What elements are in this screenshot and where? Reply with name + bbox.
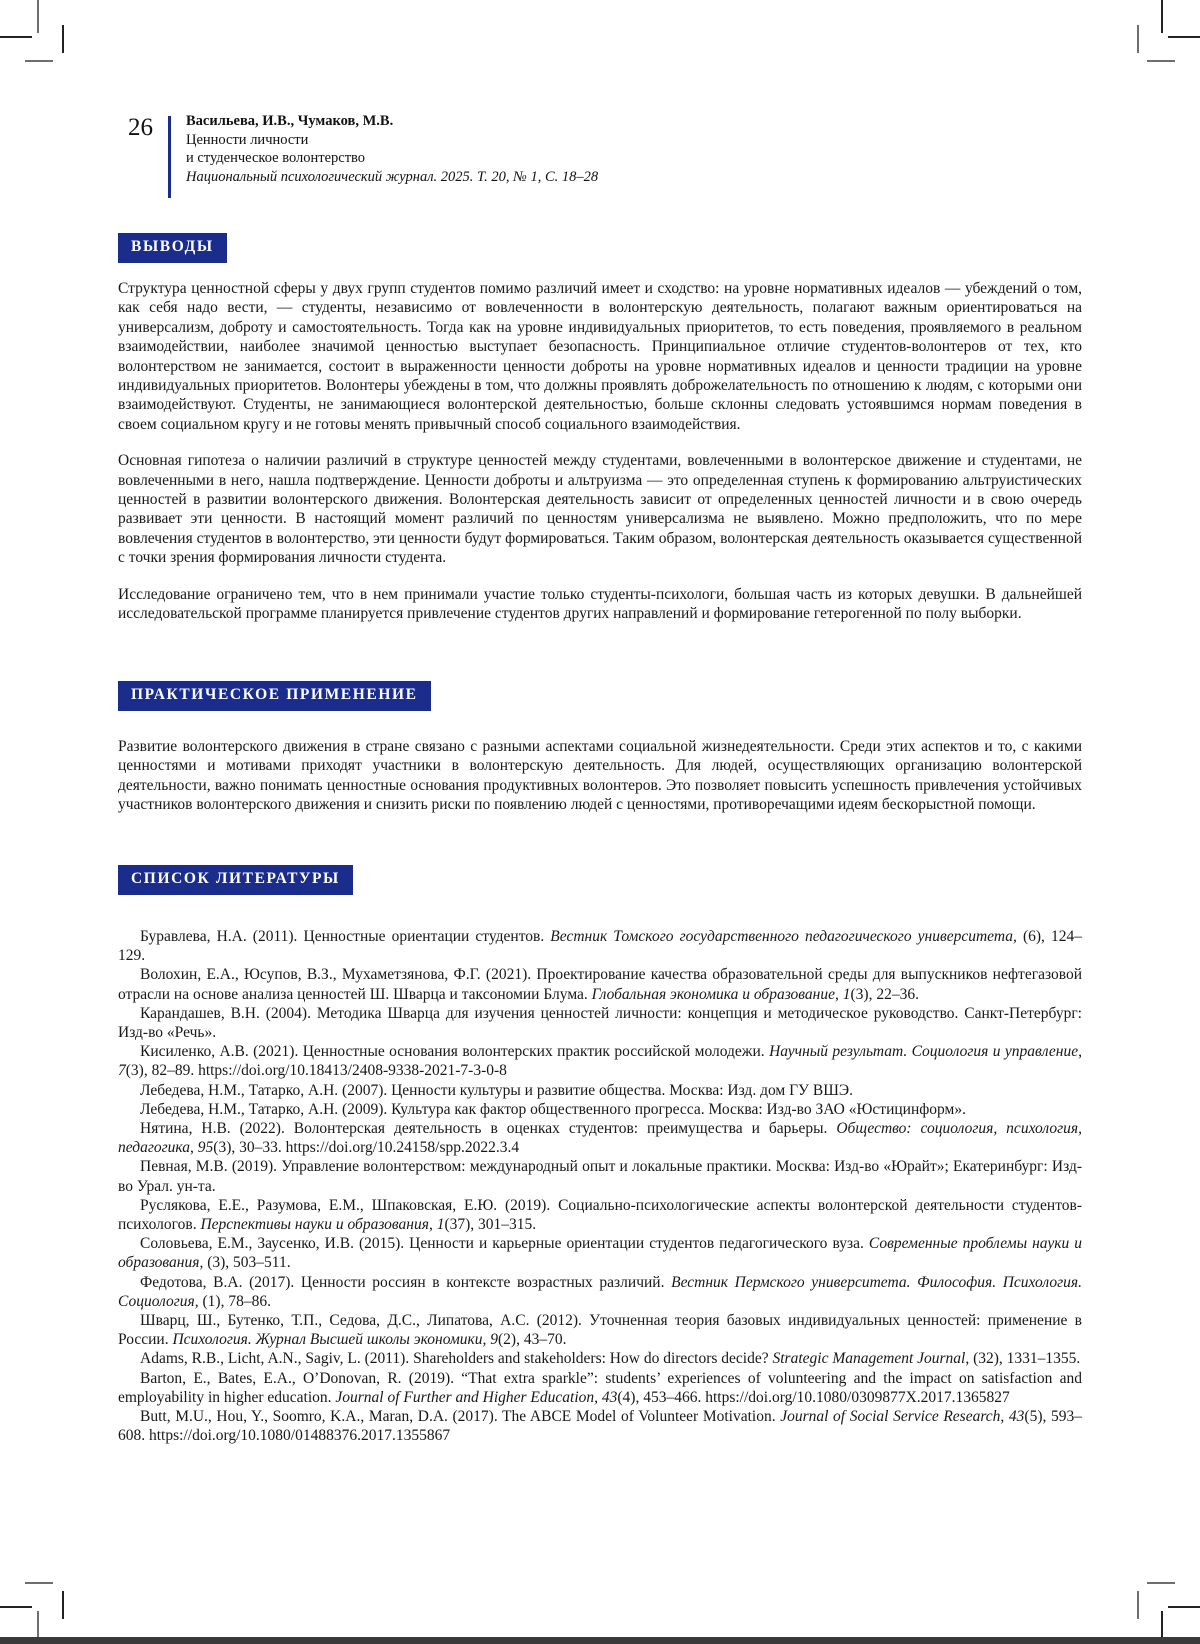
reference-item: Adams, R.B., Licht, A.N., Sagiv, L. (2011). Shareholders and stakeholders: How do directors decide? Strategic Management Journal, (32), 1331–1355. <box>140 1350 1081 1368</box>
practical-text <box>118 737 1082 832</box>
reference-item: Руслякова, Е.Е., Разумова, Е.М., Шпаковская, Е.Ю. (2019). Социально-психологические аспекты волонтерской деятельности студентов-психологов. Перспективы науки и образования, 1(37), 301–315. <box>118 1196 1082 1234</box>
reference-item: Butt, M.U., Hou, Y., Soomro, K.A., Maran, D.A. (2017). The ABCE Model of Volunteer Motivation. Journal of Social Service Research, 43(5), 593–608. https://doi.org/10.1080/01488376.2017.1355867 <box>118 1408 1082 1445</box>
reference-item: Лебедева, Н.М., Татарко, А.Н. (2009). Культура как фактор общественного прогресса. Москва: Изд-во ЗАО «Юстицинформ». <box>140 1100 966 1118</box>
section-heading-conclusions: ВЫВОДЫ <box>118 233 227 263</box>
crop-mark <box>25 1582 53 1584</box>
running-head <box>128 112 598 198</box>
crop-mark <box>0 1606 32 1608</box>
paragraph: Исследование ограничено тем, что в нем принимали участие только студенты-психологи, большая часть из которых девушки. В дальнейшей исследовательской программе планируется привлечение студентов других направлений и формирование гетерогенной по полу выборки. <box>118 585 1082 623</box>
crop-mark <box>1137 1591 1139 1619</box>
crop-mark <box>62 1591 64 1619</box>
paragraph: Развитие волонтерского движения в стране связано с разными аспектами социальной жизнедеятельности. Среди этих аспектов и то, с какими ценностями и мотивами приходят участники в волонтерскую деятельность. Для людей, осуществляющих организацию волонтерской деятельности, важно понимать ценностные основания продуктивных волонтеров. Это позволяет повысить успешность привлечения устойчивых участников волонтерского движения и снизить риски по появлению людей с ценностями, противоречащими идеям бескорыстной помощи. <box>118 738 1082 814</box>
paragraph: Структура ценностной сферы у двух групп студентов помимо различий имеет и сходство: на уровне нормативных идеалов — убеждений о том, как себя надо вести, — студенты, независимо от вовлеченности в волонтерскую деятельность, полагают важным ориентироваться на универсализм, доброту и самостоятельность. Тогда как на уровне индивидуальных приоритетов, то есть поведения, проявляемого в реальном взаимодействии, наиболее значимой ценностью выступает безопасность. Принципиальное отличие студентов-волонтеров от тех, кто волонтерством не занимается, состоит в выраженности ценности доброты на уровне нормативных идеалов и ценности традиции на уровне индивидуальных приоритетов. Волонтеры убеждены в том, что должны проявлять доброжелательность по отношению к людям, с которыми они взаимодействуют. Студенты, не занимающиеся волонтерской деятельностью, больше склонны следовать устоявшимся нормам поведения в своем социальном кругу и не готовы менять привычный способ социального взаимодействия. <box>118 280 1082 433</box>
article-authors: Васильева, И.В., Чумаков, М.В. <box>186 113 394 129</box>
reference-item: Карандашев, В.Н. (2004). Методика Шварца для изучения ценностей личности: концепция и методическое руководство. Санкт-Петербург: Изд-во «Речь». <box>118 1004 1082 1042</box>
crop-mark <box>1161 0 1163 33</box>
page-edge-bar <box>0 1637 1200 1644</box>
reference-item: Лебедева, Н.М., Татарко, А.Н. (2007). Ценности культуры и развитие общества. Москва: Изд. дом ГУ ВШЭ. <box>140 1081 853 1099</box>
article-title-line2: и студенческое волонтерство <box>186 150 366 166</box>
crop-mark <box>62 25 64 53</box>
reference-item: Кисиленко, А.В. (2021). Ценностные основания волонтерских практик российской молодежи. Научный результат. Социология и управление, 7(3), 82–89. https://doi.org/10.18413/2408-9338-2021-7-3-0-8 <box>118 1043 1082 1080</box>
reference-list <box>118 927 1082 1445</box>
reference-item: Буравлева, Н.А. (2011). Ценностные ориентации студентов. Вестник Томского государственного педагогического университета, (6), 124–129. <box>118 928 1082 965</box>
journal-citation: Национальный психологический журнал. 2025. Т. 20, № 1, С. 18–28 <box>186 168 599 185</box>
crop-mark <box>37 0 39 33</box>
reference-item: Певная, М.В. (2019). Управление волонтерством: международный опыт и локальные практики. Москва: Изд-во «Юрайт»; Екатеринбург: Изд-во Урал. ун-та. <box>118 1158 1082 1195</box>
crop-mark <box>1168 36 1200 38</box>
header-divider <box>168 116 171 198</box>
reference-item: Шварц, Ш., Бутенко, Т.П., Седова, Д.С., Липатова, А.С. (2012). Уточненная теория базовых индивидуальных ценностей: применение в России. Психология. Журнал Высшей школы экономики, 9(2), 43–70. <box>118 1312 1082 1349</box>
article-meta <box>186 112 598 186</box>
reference-item: Соловьева, Е.М., Заусенко, И.В. (2015). Ценности и карьерные ориентации студентов педагогического вуза. Современные проблемы науки и образования, (3), 503–511. <box>118 1235 1082 1272</box>
reference-item: Barton, E., Bates, E.A., O’Donovan, R. (2019). “That extra sparkle”: students’ experiences of volunteering and the impact on satisfaction and employability in higher education. Journal of Further and Higher Education, 43(4), 453–466. https://doi.org/10.1080/0309877X.2017.1365827 <box>118 1369 1082 1406</box>
paragraph: Основная гипотеза о наличии различий в структуре ценностей между студентами, вовлеченными в волонтерское движение и студентами, не вовлеченными в него, нашла подтверждение. Ценности доброты и альтруизма — это определенная ступень к формированию альтруистических ценностей в развитии волонтерского движения. Волонтерская деятельность зависит от определенных ценностей личности и в свою очередь развивает эти ценности. В настоящий момент различий по ценностям универсализма не выявлено. Можно предположить, что по мере вовлечения студентов в волонтерство, эти ценности будут формироваться. Таким образом, волонтерская деятельность оказывается существенной с точки зрения формирования личности студента. <box>118 452 1082 567</box>
article-title-line1: Ценности личности <box>186 131 309 148</box>
crop-mark <box>1147 1582 1175 1584</box>
section-heading-practical: ПРАКТИЧЕСКОЕ ПРИМЕНЕНИЕ <box>118 681 431 711</box>
reference-item: Волохин, Е.А., Юсупов, В.З., Мухаметзянова, Ф.Г. (2021). Проектирование качества образовательной среды для выпускников нефтегазовой отрасли на основе анализа ценностей Ш. Шварца и таксономии Блума. Глобальная экономика и образование, 1(3), 22–36. <box>118 966 1082 1003</box>
crop-mark <box>0 36 32 38</box>
conclusions-text <box>118 279 1082 641</box>
reference-item: Нятина, Н.В. (2022). Волонтерская деятельность в оценках студентов: преимущества и барьеры. Общество: социология, психология, педагогика, 95(3), 30–33. https://doi.org/10.24158/spp.2022.3.4 <box>118 1120 1082 1157</box>
crop-mark <box>25 60 53 62</box>
crop-mark <box>1137 25 1139 53</box>
section-heading-references: СПИСОК ЛИТЕРАТУРЫ <box>118 865 353 895</box>
reference-item: Федотова, В.А. (2017). Ценности россиян в контексте возрастных различий. Вестник Пермского университета. Философия. Психология. Социология, (1), 78–86. <box>118 1273 1082 1310</box>
crop-mark <box>1147 60 1175 62</box>
page-number: 26 <box>128 114 153 141</box>
crop-mark <box>1168 1606 1200 1608</box>
